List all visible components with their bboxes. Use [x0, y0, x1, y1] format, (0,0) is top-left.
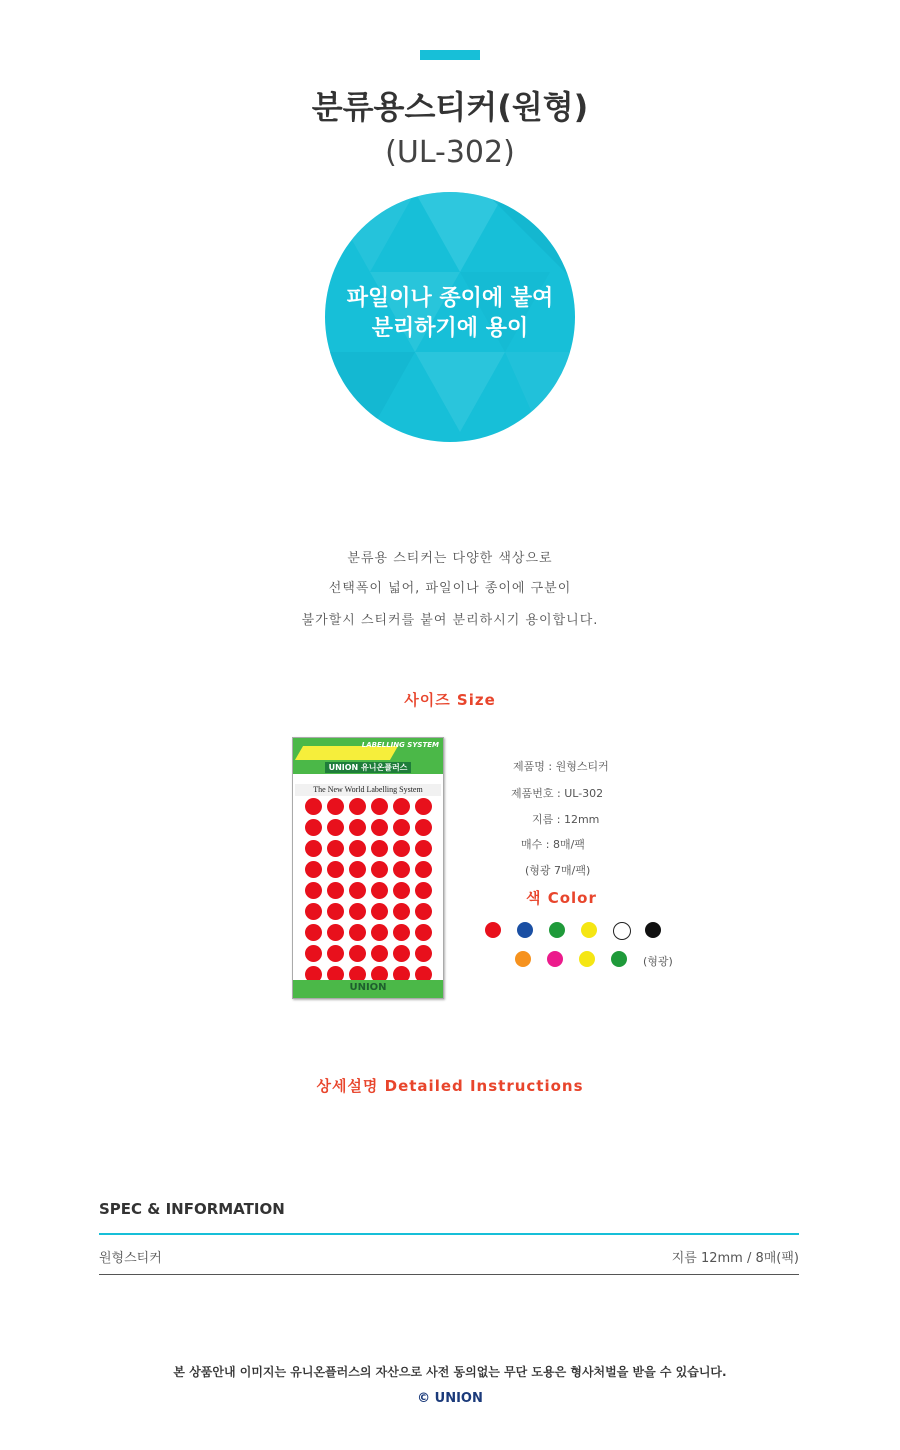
sticker-dot: [327, 861, 344, 878]
spec-diameter: 지름 : 12mm: [532, 813, 600, 826]
sticker-dot: [393, 903, 410, 920]
spec-divider-bottom: [99, 1274, 799, 1275]
sticker-dot: [393, 924, 410, 941]
feature-badge: [325, 192, 575, 442]
sticker-dot: [371, 819, 388, 836]
sticker-dot: [371, 861, 388, 878]
sticker-dot: [393, 819, 410, 836]
spec-count: 매수 : 8매/팩: [521, 838, 585, 851]
sticker-dot: [415, 819, 432, 836]
sticker-dot: [371, 903, 388, 920]
sticker-dot: [327, 882, 344, 899]
color-swatch: [547, 951, 563, 967]
size-section-label: 사이즈 Size: [404, 691, 496, 709]
spec-info-title: SPEC & INFORMATION: [99, 1200, 285, 1218]
sheet-brand: UNION 유니온플러스: [325, 762, 411, 773]
color-swatch: [549, 922, 565, 938]
spec-product-detail: 지름 12mm / 8매(팩): [671, 1251, 799, 1266]
sticker-dot: [305, 861, 322, 878]
sticker-dot: [327, 903, 344, 920]
sticker-dot: [327, 819, 344, 836]
sticker-dot: [349, 798, 366, 815]
sticker-dot: [349, 882, 366, 899]
color-label: 색 Color: [526, 889, 597, 907]
sticker-dot: [393, 840, 410, 857]
sticker-dot: [415, 882, 432, 899]
color-swatch: [485, 922, 501, 938]
badge-line-2: 분리하기에 용이: [371, 316, 529, 341]
sticker-dot: [305, 945, 322, 962]
product-model: (UL-302): [385, 135, 515, 170]
sticker-dot: [393, 945, 410, 962]
sheet-footer: [293, 980, 443, 998]
sticker-dot: [371, 924, 388, 941]
spec-count-fluor: (형광 7매/팩): [525, 864, 591, 877]
color-swatch: [515, 951, 531, 967]
description-line-2: 선택폭이 넓어, 파일이나 종이에 구분이: [328, 581, 572, 596]
sticker-dot: [349, 861, 366, 878]
color-swatch: [611, 951, 627, 967]
sheet-header: [293, 738, 443, 774]
sticker-dot: [305, 924, 322, 941]
sticker-dot: [349, 819, 366, 836]
sticker-dot: [305, 798, 322, 815]
sticker-dot: [349, 903, 366, 920]
sticker-dot: [415, 945, 432, 962]
spec-divider-top: [99, 1233, 799, 1235]
product-sheet-image: [292, 737, 444, 999]
color-swatch: [517, 922, 533, 938]
spec-product-name: 원형스티커: [99, 1251, 162, 1266]
sticker-dot: [371, 840, 388, 857]
sticker-dot: [415, 861, 432, 878]
description-line-3: 불가할시 스티커를 붙여 분리하시기 용이합니다.: [301, 613, 599, 628]
sticker-dot: [415, 840, 432, 857]
product-title: 분류용스티커(원형): [311, 88, 589, 126]
accent-bar: [420, 50, 480, 60]
sticker-dot: [305, 882, 322, 899]
sticker-dot: [305, 903, 322, 920]
sticker-dot: [305, 840, 322, 857]
spec-name: 제품명 : 원형스티커: [513, 760, 609, 773]
details-section-label: 상세설명 Detailed Instructions: [316, 1077, 584, 1095]
sticker-dot: [327, 798, 344, 815]
sticker-dot: [327, 924, 344, 941]
color-swatch: [645, 922, 661, 938]
sticker-dot: [305, 819, 322, 836]
sticker-dot: [393, 861, 410, 878]
union-logo: © UNION: [417, 1391, 483, 1406]
sheet-header-label: LABELLING SYSTEM: [361, 741, 439, 749]
color-swatch: [579, 951, 595, 967]
sticker-dot: [415, 903, 432, 920]
fluor-note: (형광): [643, 955, 673, 968]
sticker-dot: [349, 945, 366, 962]
sticker-dot: [371, 882, 388, 899]
description-line-1: 분류용 스티커는 다양한 색상으로: [347, 551, 553, 566]
sticker-dot: [349, 840, 366, 857]
sticker-dot: [393, 798, 410, 815]
sticker-dot: [327, 945, 344, 962]
sticker-dot: [327, 840, 344, 857]
sticker-dot: [415, 798, 432, 815]
badge-line-1: 파일이나 종이에 붙여: [346, 286, 554, 311]
spec-code: 제품번호 : UL-302: [511, 787, 604, 800]
sticker-dot: [349, 924, 366, 941]
sheet-footer-brand: UNION: [349, 982, 387, 993]
color-swatch: [581, 922, 597, 938]
copyright-notice: 본 상품안내 이미지는 유니온플러스의 자산으로 사전 동의없는 무단 도용은 형사처벌을 받을 수 있습니다.: [173, 1365, 727, 1379]
sticker-dot: [371, 945, 388, 962]
sheet-tagline: The New World Labelling System: [295, 784, 441, 796]
sticker-dot: [371, 798, 388, 815]
sticker-dot: [393, 882, 410, 899]
sticker-dot: [415, 924, 432, 941]
color-swatch: [613, 922, 631, 940]
